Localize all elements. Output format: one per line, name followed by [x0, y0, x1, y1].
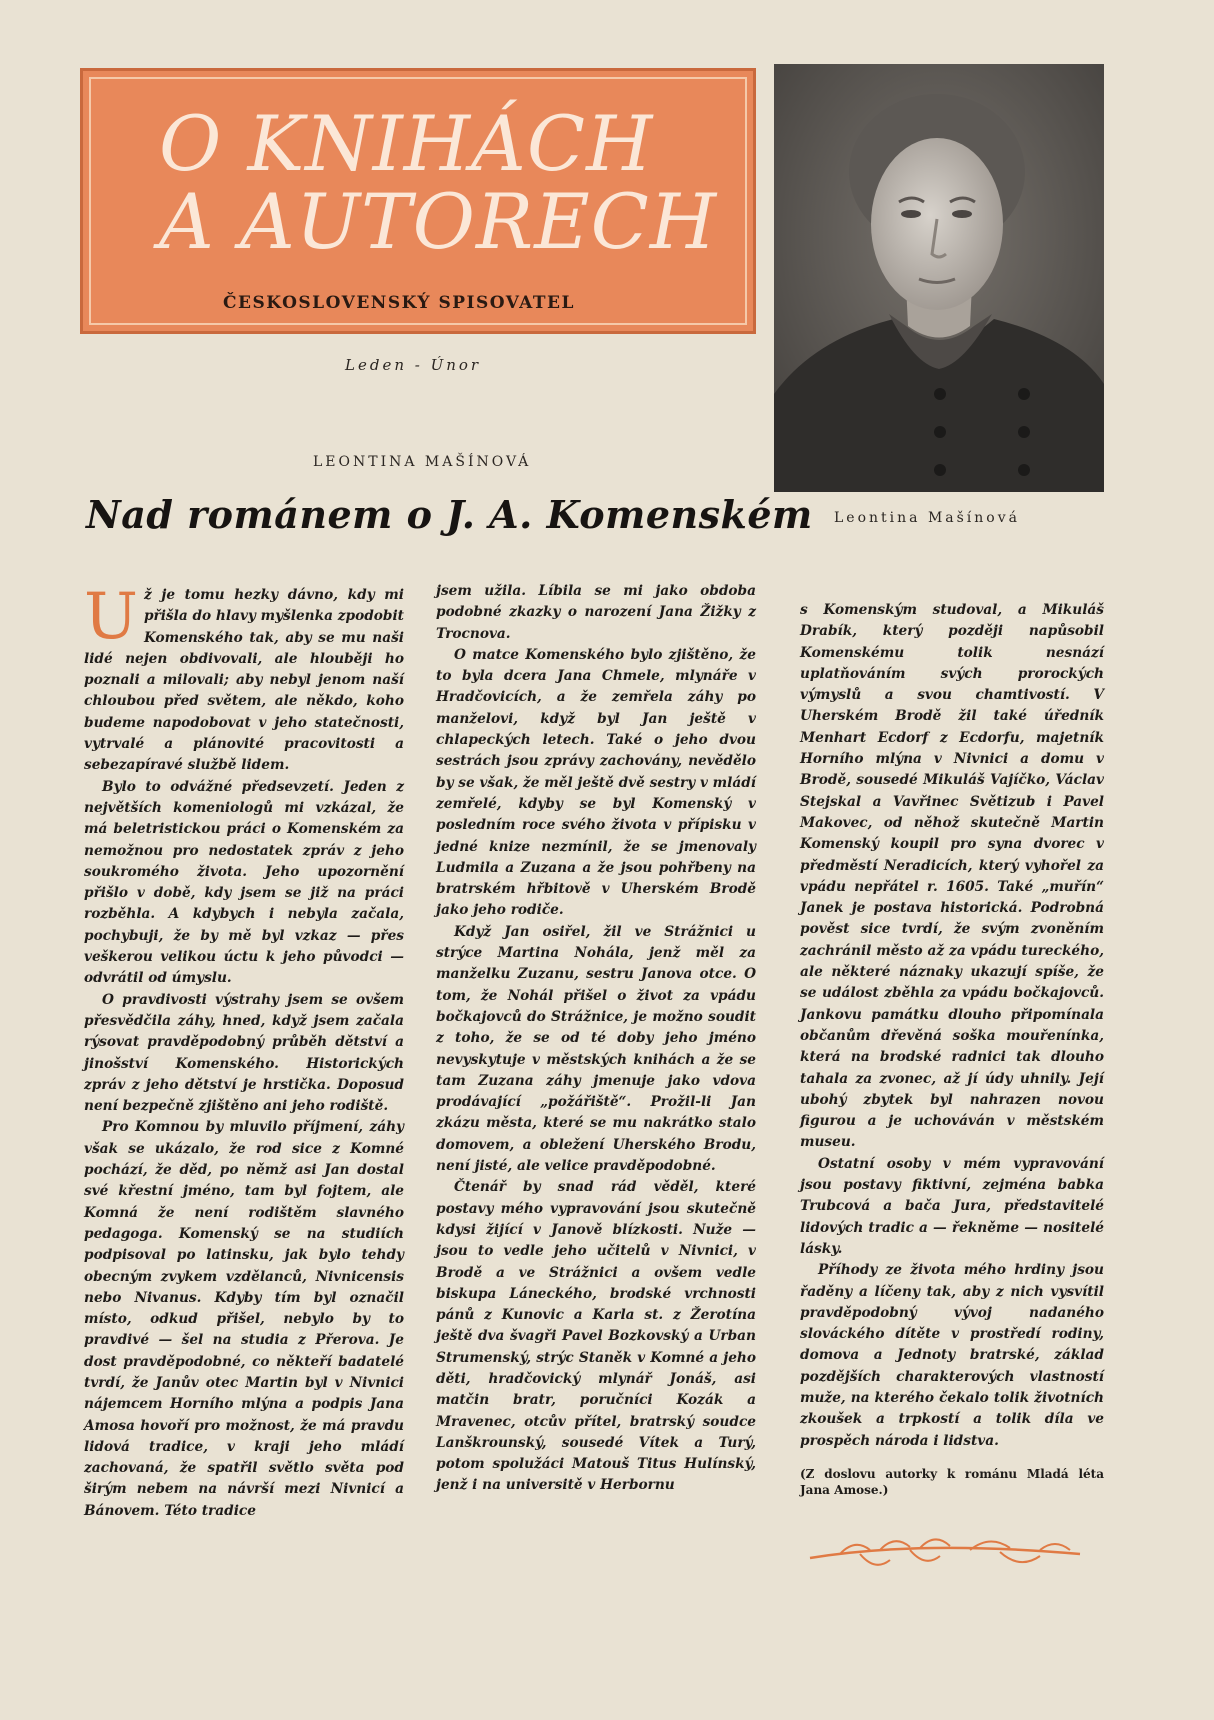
- photo-caption: Leontina Mašínová: [834, 510, 1020, 526]
- paragraph: Pro Komnou by mluvilo příjmení, záhy však se ukázalo, že rod sice z Komné pochází, že děd, po němž asi Jan dostal své křestní jméno, tam byl fojtem, ale Komná že není rodištěm slavného pedagoga. Komenský se na studiích podpisoval po latinsku, jak bylo tehdy obecným zvykem vzdělanců, Nivnicensis nebo Nivanus. Kdyby tím byl označil místo, odkud přišel, nebylo by to pravdivé — šel na studia z Přerova. Je dost pravděpodobné, co někteří badatelé tvrdí, že Janův otec Martin byl v Nivnici nájemcem Horního mlýna a podpis Jana Amosa hovoří pro možnost, že má pravdu lidová tradice, v kraji jeho mládí zachovaná, že spatřil světlo světa pod širým nebem na návrší mezi Nivnicí a Bánovem. Této tradice: [84, 1119, 404, 1519]
- paragraph: Čtenář by snad rád věděl, které postavy mého vypravování jsou skutečně kdysi žijící v Janově blízkosti. Nuže — jsou to vedle jeho učitelů v Nivnici, v Brodě a ve Strážnici a ovšem vedle biskupa Láneckého, brodské vrchnosti pánů z Kunovic a Karla st. z Žerotína ještě dva švagři Pavel Bozkovský a Urban Strumenský, strýc Staněk v Komné a jeho děti, hradčovický mlynář Jonáš, asi matčin bratr, poručníci Kozák a Mravenec, otcův přítel, bratrský soudce Lanškrounský, sousedé Vítek a Turý, potom spolužáci Matouš Titus Hulínský, jenž i na universitě v Herbornu: [436, 1179, 756, 1494]
- paragraph: O pravdivosti výstrahy jsem se ovšem přesvědčila záhy, hned, když jsem začala rýsovat pravděpodobný průběh dětství a jinošství Komenského. Historických zpráv z jeho dětství je hrstička. Doposud není bezpečně zjištěno ani jeho rodiště.: [84, 991, 404, 1115]
- paragraph: [84, 580, 404, 777]
- paragraph: O matce Komenského bylo zjištěno, že to byla dcera Jana Chmele, mlynáře v Hradčovicích, a že zemřela záhy po manželovi, když byl Jan ještě v chlapeckých letech. Také o jeho dvou sestrách jsou zprávy zachovány, nevědělo by se však, že měl ještě dvě sestry v mládí zemřelé, kdyby se byl Komenský v posledním roce svého života v přípisku v jedné knize nezmínil, že se jmenovaly Ludmila a Zuzana a že jsou pohřbeny na bratrském hřbitově v Uherském Brodě jako jeho rodiče.: [436, 646, 756, 919]
- paragraph: Bylo to odvážné předsevzetí. Jeden z největších komeniologů mi vzkázal, že má beletristickou práci o Komenském za nemožnou pro nedostatek zpráv z jeho soukromého života. Jeho upozornění přišlo v době, kdy jsem se již na práci rozběhla. A kdybych i nebyla začala, pochybuji, že by mě byl vzkaz — přes veškerou velikou úctu k jeho původci — odvrátil od úmyslu.: [84, 778, 404, 987]
- author-name: LEONTINA MAŠÍNOVÁ: [313, 454, 532, 470]
- masthead-title-line2: A AUTORECH: [159, 177, 718, 266]
- article-column-2: [436, 581, 756, 1497]
- article-title: Nad románem o J. A. Komenském: [86, 492, 813, 537]
- masthead-title: [159, 99, 749, 266]
- article-column-3: [800, 600, 1104, 1580]
- masthead-subtitle: ČESKOSLOVENSKÝ SPISOVATEL: [223, 293, 575, 313]
- paragraph: Když Jan osiřel, žil ve Strážnici u strýce Martina Nohála, jenž měl za manželku Zuzanu, sestru Janova otce. O tom, že Nohál přišel o život za vpádu bočkajovců do Strážnice, je možno soudit z toho, že se od té doby jeho jméno nevyskytuje v městských knihách a že se tam Zuzana záhy jmenuje jako vdova prodávající „požářiště“. Prožil-li Jan zkázu města, které se mu nakrátko stalo domovem, a obležení Uherského Brodu, není jisté, ale velice pravděpodobné.: [436, 923, 756, 1175]
- masthead-title-line1: O KNIHÁCH: [159, 99, 654, 188]
- article-column-1: [84, 580, 404, 1522]
- decorative-branch-ornament: [800, 1520, 1100, 1580]
- paragraph: Ostatní osoby v mém vypravování jsou postavy fiktivní, zejména babka Trubcová a bača Jura, představitelé lidových tradic a — řekněme — nositelé lásky.: [800, 1155, 1104, 1257]
- source-note: (Z doslovu autorky k románu Mladá léta Jana Amose.): [800, 1466, 1104, 1497]
- author-portrait-photo: [774, 64, 1104, 492]
- portrait-illustration: [774, 64, 1104, 492]
- paragraph: Příhody ze života mého hrdiny jsou řaděny a líčeny tak, aby z nich vysvítil pravděpodobný vývoj nadaného slováckého dítěte v prostředí rodiny, domova a Jednoty bratrské, základ pozdějších charakterových vlastností muže, na kterého čekalo tolik životních zkoušek a trpkostí a tolik díla ve prospěch národa i lidstva.: [800, 1262, 1104, 1449]
- paragraph: jsem užila. Líbila se mi jako obdoba podobné zkazky o narození Jana Žižky z Trocnova.: [436, 583, 756, 642]
- paragraph-text: ž je tomu hezky dávno, kdy mi přišla do hlavy myšlenka zpodobit Komenského tak, aby se mu naši lidé nejen obdivovali, ale hlouběji ho poznali a milovali; aby nebyl jenom naší chloubou před světem, ale někdo, koho budeme napodobovat v jeho statečnosti, vytrvalé a plánovité pracovitosti a sebezapíravé službě lidem.: [84, 587, 404, 774]
- masthead-box: [80, 68, 756, 334]
- paragraph: s Komenským studoval, a Mikuláš Drabík, který později napůsobil Komenskému tolik nesnází uplatňováním svých prorockých výmyslů a svou chamtivostí. V Uherském Brodě žil také úředník Menhart Ecdorf z Ecdorfu, majetník Horního mlýna v Nivnici a domu v Brodě, sousedé Mikuláš Vajíčko, Václav Stejskal a Vavřinec Světizub i Pavel Makovec, od něhož skutečně Martin Komenský koupil pro syna dvorec v předměstí Neradicích, který vyhořel za vpádu nepřátel r. 1605. Také „muřín“ Janek je postava historická. Podrobná pověst sice tvrdí, že svým zvoněním zachránil město až za vpádu tureckého, ale některé náznaky ukazují spíše, že se událost zběhla za vpádu bočkajovců. Jankovu památku dlouho připomínala občanům dřevěná soška mouřenínka, která na brodské radnici tak dlouho tahala za zvonec, až jí údy uhnily. Její ubohý zbytek byl nahrazen novou figurou a je uchováván v městském museu.: [800, 602, 1104, 1151]
- drop-cap: U: [84, 580, 138, 654]
- issue-label: Leden - Únor: [345, 356, 482, 374]
